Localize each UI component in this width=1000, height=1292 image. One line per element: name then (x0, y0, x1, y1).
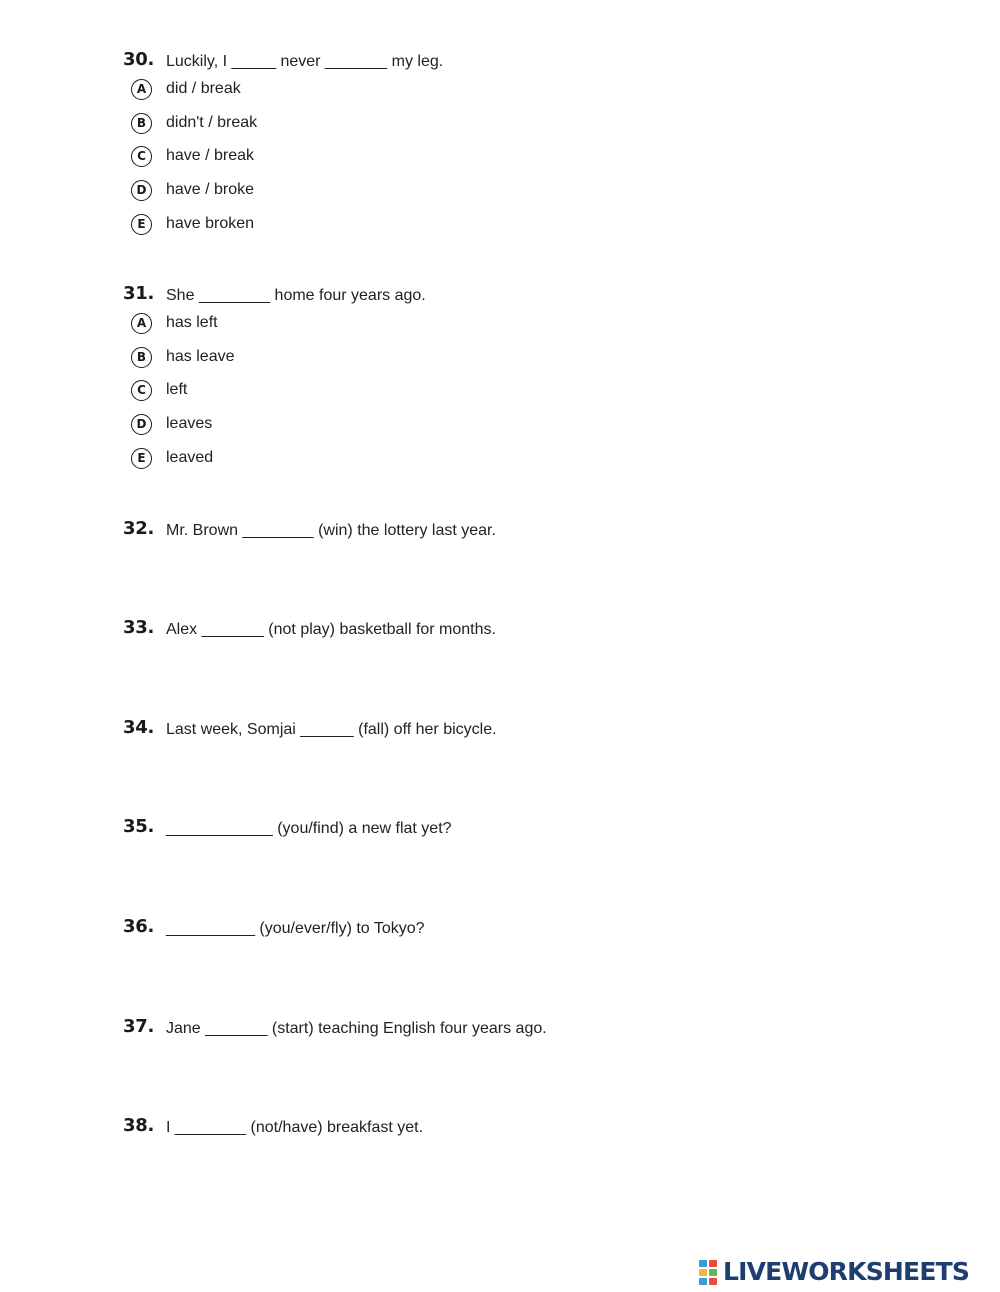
option-text: has left (166, 314, 218, 331)
option-letter-badge[interactable]: D (131, 414, 152, 435)
question-number: 30. (123, 49, 154, 70)
question-text: Last week, Somjai ______ (fall) off her bicycle. (166, 721, 497, 738)
question-text: __________ (you/ever/fly) to Tokyo? (166, 920, 425, 937)
question-text: Luckily, I _____ never _______ my leg. (166, 53, 444, 70)
question-number: 33. (123, 617, 154, 638)
question-header[interactable] (0, 519, 1000, 543)
question-header (0, 50, 1000, 74)
question-text: Jane _______ (start) teaching English four years ago. (166, 1020, 547, 1037)
option-text: have / break (166, 147, 255, 164)
option-text: have / broke (166, 181, 255, 198)
option-letter-badge[interactable]: E (131, 448, 152, 469)
option-d[interactable] (0, 414, 600, 440)
option-letter-badge[interactable]: B (131, 113, 152, 134)
question-text: I ________ (not/have) breakfast yet. (166, 1119, 424, 1136)
option-letter-badge[interactable]: B (131, 347, 152, 368)
logo-block (709, 1269, 717, 1276)
option-a[interactable] (0, 79, 600, 105)
option-text: left (166, 381, 188, 398)
option-text: have broken (166, 215, 255, 232)
question-number: 34. (123, 717, 154, 738)
question-number: 36. (123, 916, 154, 937)
question-number: 37. (123, 1016, 154, 1037)
question-number: 35. (123, 816, 154, 837)
logo-block (709, 1278, 717, 1285)
question-number: 38. (123, 1115, 154, 1136)
option-letter-badge[interactable]: C (131, 146, 152, 167)
question-header[interactable] (0, 817, 1000, 841)
question-text: ____________ (you/find) a new flat yet? (166, 820, 452, 837)
question-text: Mr. Brown ________ (win) the lottery last year. (166, 522, 496, 539)
option-text: leaves (166, 415, 213, 432)
option-e[interactable] (0, 214, 600, 240)
logo-blocks-icon (697, 1260, 723, 1284)
logo-block (709, 1260, 717, 1267)
option-letter-badge[interactable]: C (131, 380, 152, 401)
question-header[interactable] (0, 718, 1000, 742)
logo-text: LIVEWORKSHEETS (723, 1257, 970, 1286)
logo-block (699, 1260, 707, 1267)
question-text: She ________ home four years ago. (166, 287, 426, 304)
option-text: has leave (166, 348, 235, 365)
option-letter-badge[interactable]: A (131, 313, 152, 334)
question-header[interactable] (0, 618, 1000, 642)
question-header[interactable] (0, 1017, 1000, 1041)
question-number: 31. (123, 283, 154, 304)
option-text: didn't / break (166, 114, 258, 131)
liveworksheets-logo (697, 1258, 997, 1286)
question-text: Alex _______ (not play) basketball for months. (166, 621, 496, 638)
question-header (0, 284, 1000, 308)
question-header[interactable] (0, 917, 1000, 941)
option-b[interactable] (0, 347, 600, 373)
logo-block (699, 1269, 707, 1276)
option-c[interactable] (0, 380, 600, 406)
option-text: did / break (166, 80, 241, 97)
logo-block (699, 1278, 707, 1285)
option-a[interactable] (0, 313, 600, 339)
option-text: leaved (166, 449, 214, 466)
option-d[interactable] (0, 180, 600, 206)
option-c[interactable] (0, 146, 600, 172)
option-letter-badge[interactable]: E (131, 214, 152, 235)
option-letter-badge[interactable]: A (131, 79, 152, 100)
option-b[interactable] (0, 113, 600, 139)
option-letter-badge[interactable]: D (131, 180, 152, 201)
option-e[interactable] (0, 448, 600, 474)
question-header[interactable] (0, 1116, 1000, 1140)
question-number: 32. (123, 518, 154, 539)
